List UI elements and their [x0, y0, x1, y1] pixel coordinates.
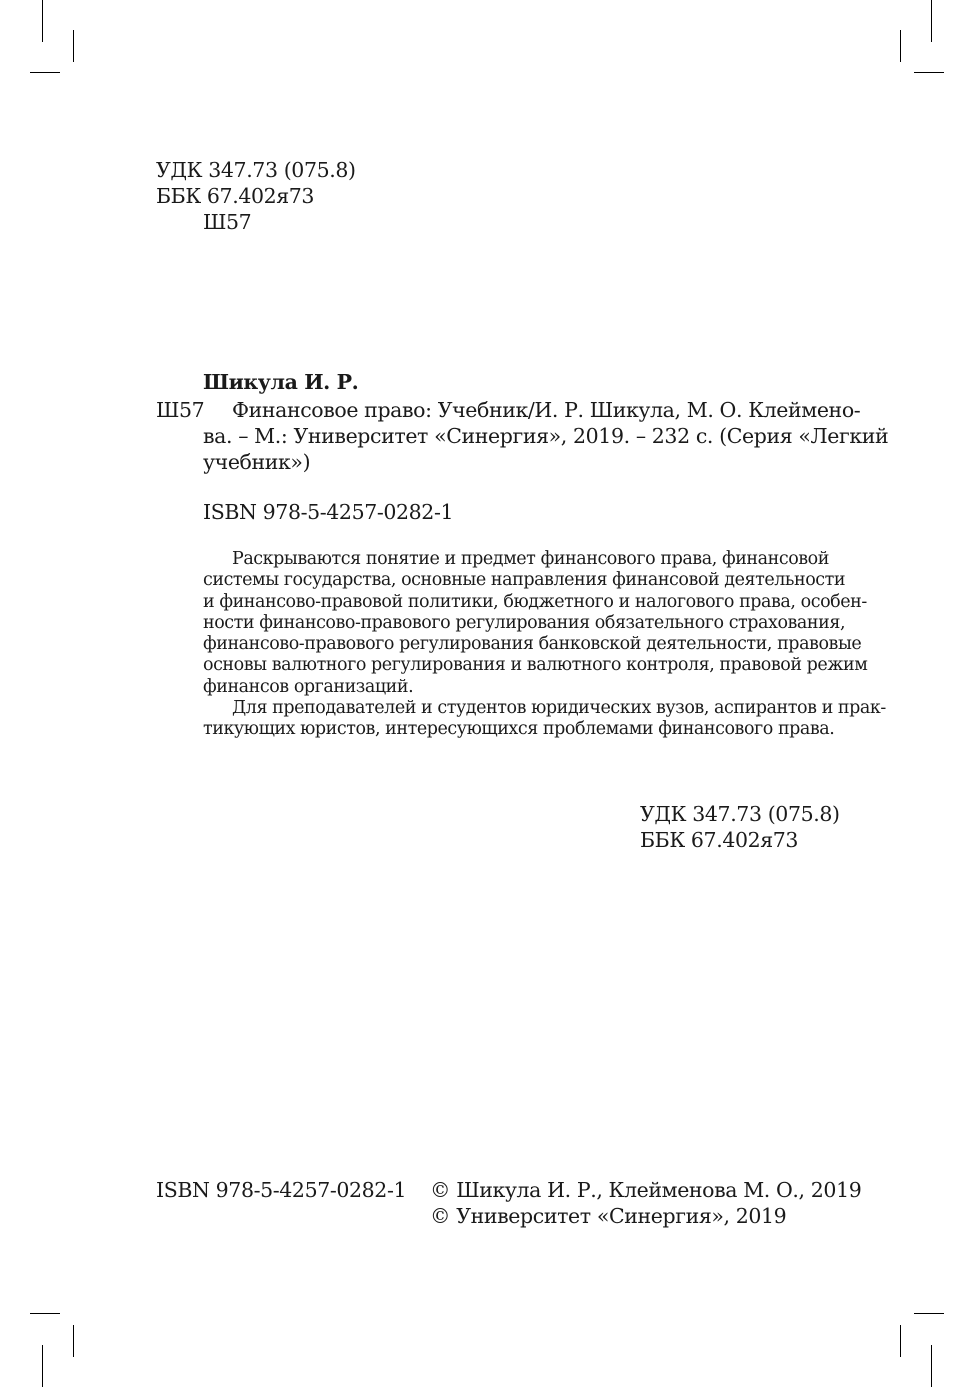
crop-mark-top-right-v2: [900, 30, 901, 62]
header-udk: УДК 347.73 (075.8): [156, 158, 356, 182]
classification-udk: УДК 347.73 (075.8): [640, 802, 840, 826]
crop-mark-bottom-left-v2: [73, 1325, 74, 1357]
record-isbn: ISBN 978-5-4257-0282-1: [203, 500, 454, 524]
crop-mark-bottom-left-v: [42, 1345, 43, 1387]
crop-mark-top-left-v2: [73, 30, 74, 62]
header-code: Ш57: [203, 210, 252, 234]
record-title-line1: Финансовое право: Учебник/И. Р. Шикула, М. О. Клеймено-: [232, 398, 861, 422]
footer-copyright-authors: © Шикула И. Р., Клейменова М. О., 2019: [430, 1178, 862, 1202]
crop-mark-top-right-h: [914, 72, 944, 73]
abstract-line: тикующих юристов, интересующихся проблемами финансового права.: [203, 719, 835, 740]
crop-mark-top-left-h: [30, 72, 60, 73]
abstract-line: системы государства, основные направления финансовой деятельности: [203, 570, 846, 591]
abstract-line: Раскрываются понятие и предмет финансового права, финансовой: [232, 549, 829, 569]
record-code: Ш57: [156, 398, 205, 422]
crop-mark-bottom-right-v: [931, 1345, 932, 1387]
classification-bbk: ББК 67.402я73: [640, 828, 799, 852]
crop-mark-bottom-left-h: [30, 1313, 60, 1314]
footer-isbn: ISBN 978-5-4257-0282-1: [156, 1178, 407, 1202]
record-title-line3: учебник»): [203, 450, 311, 474]
record-title-line2: ва. – М.: Университет «Синергия», 2019. – 232 с. (Серия «Легкий: [203, 424, 889, 448]
header-bbk: ББК 67.402я73: [156, 184, 315, 208]
record-author: Шикула И. Р.: [203, 370, 359, 394]
abstract-line: финансов организаций.: [203, 676, 414, 697]
abstract-line: и финансово-правовой политики, бюджетного и налогового права, особен-: [203, 591, 867, 612]
abstract-line: Для преподавателей и студентов юридических вузов, аспирантов и прак-: [232, 698, 886, 719]
footer-copyright-publisher: © Университет «Синергия», 2019: [430, 1204, 787, 1228]
crop-mark-top-right-v: [931, 0, 932, 42]
crop-mark-top-left-v: [42, 0, 43, 42]
abstract-line: финансово-правового регулирования банковской деятельности, правовые: [203, 634, 862, 655]
abstract: [203, 549, 886, 741]
abstract-line: ности финансово-правового регулирования обязательного страхования,: [203, 612, 846, 633]
abstract-line: основы валютного регулирования и валютного контроля, правовой режим: [203, 655, 868, 676]
crop-mark-bottom-right-v2: [900, 1325, 901, 1357]
crop-mark-bottom-right-h: [914, 1313, 944, 1314]
